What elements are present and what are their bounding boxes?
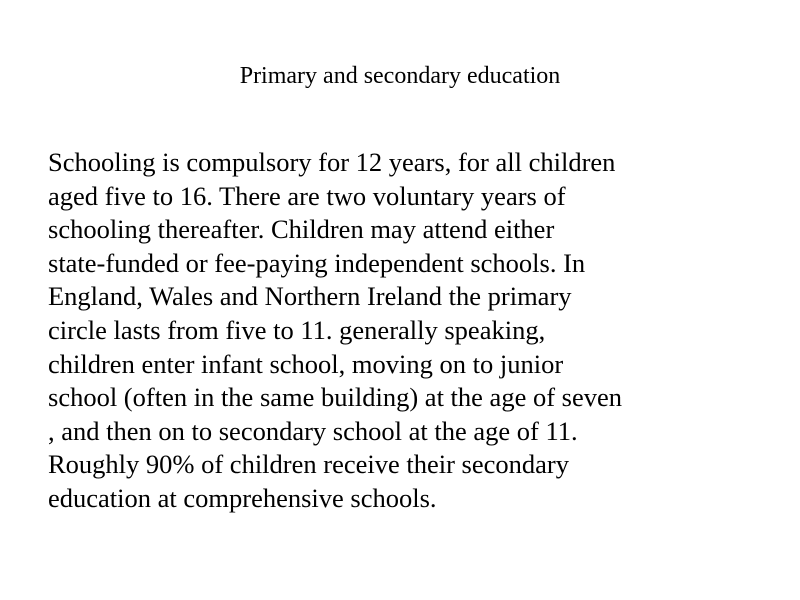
body-line: aged five to 16. There are two voluntary years of bbox=[48, 180, 566, 211]
body-line: education at comprehensive schools. bbox=[48, 482, 437, 513]
body-line: England, Wales and Northern Ireland the primary bbox=[48, 281, 572, 312]
body-line: circle lasts from five to 11. generally speaking, bbox=[48, 314, 546, 345]
slide-title: Primary and secondary education bbox=[239, 63, 561, 89]
body-line: Schooling is compulsory for 12 years, for all children bbox=[48, 147, 616, 177]
body-line: schooling thereafter. Children may attend either bbox=[48, 214, 555, 245]
body-line: school (often in the same building) at the age of seven bbox=[48, 382, 622, 413]
body-line: , and then on to secondary school at the age of 11. bbox=[48, 415, 578, 446]
slide-body bbox=[48, 146, 754, 516]
body-line: Roughly 90% of children receive their secondary bbox=[48, 449, 569, 480]
body-line: state-funded or fee-paying independent schools. In bbox=[48, 247, 586, 278]
body-line: children enter infant school, moving on to junior bbox=[48, 348, 564, 379]
